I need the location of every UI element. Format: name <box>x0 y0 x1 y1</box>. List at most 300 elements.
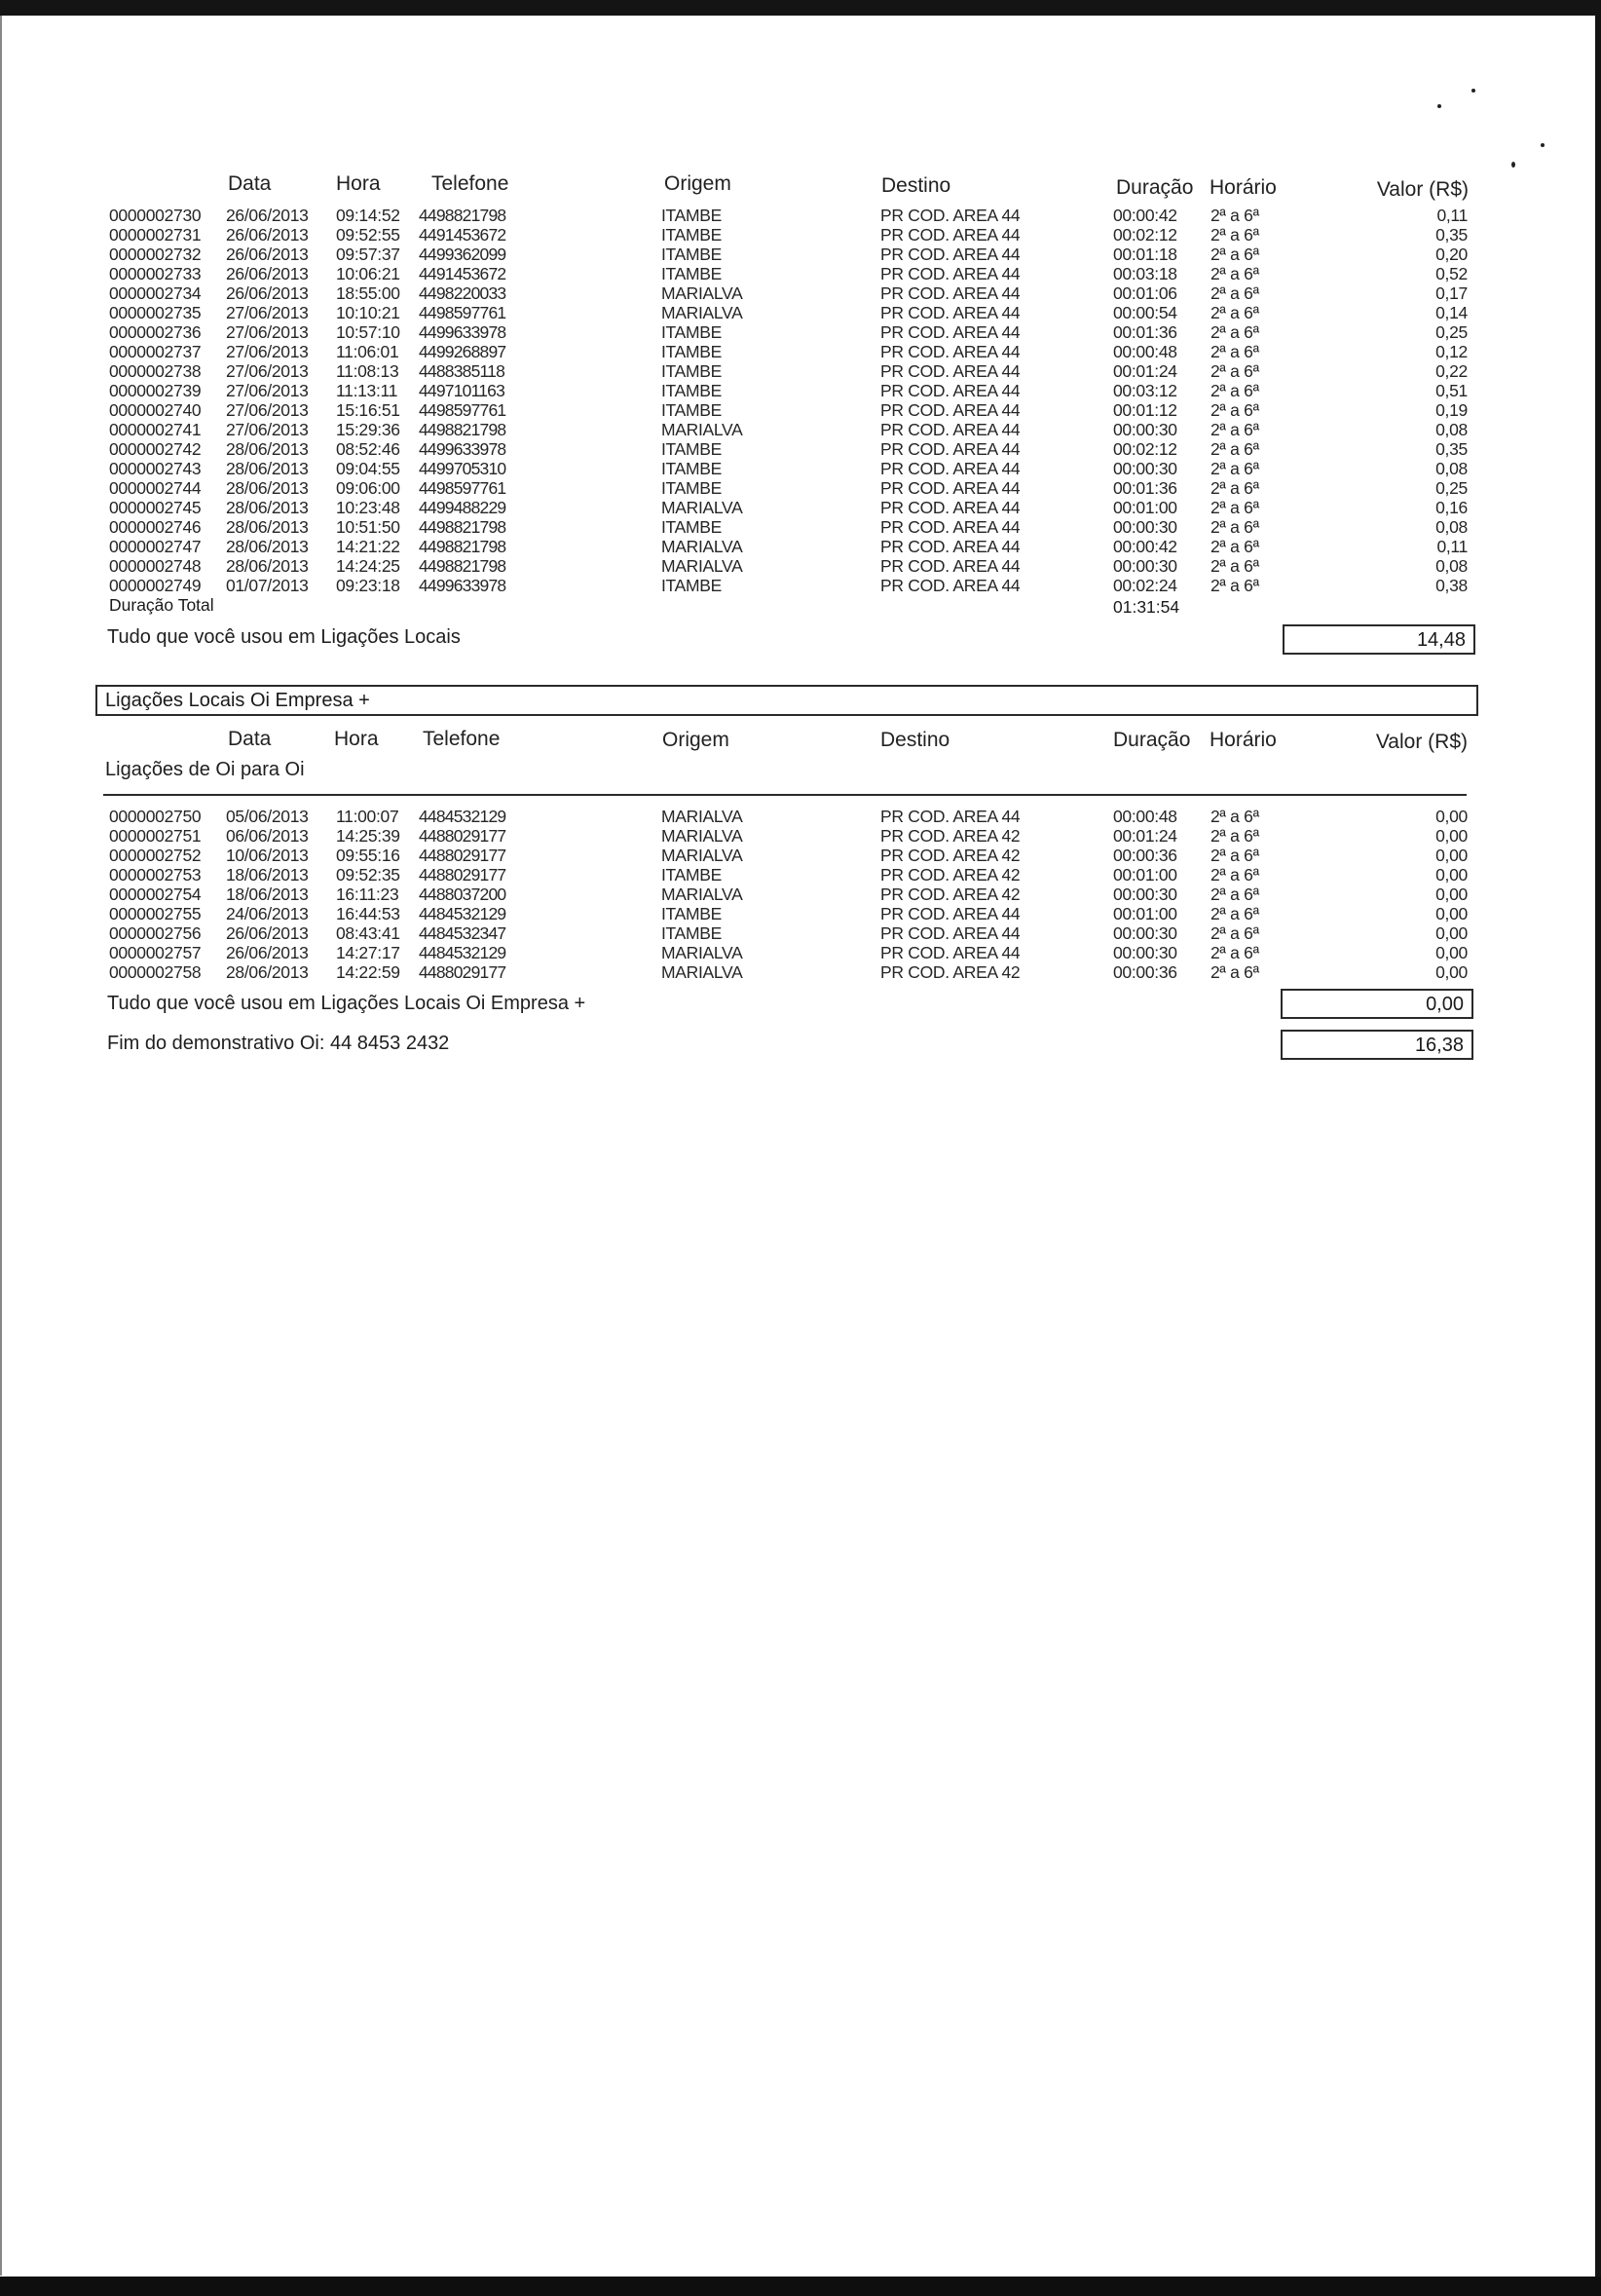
call-value: 0,14 <box>1435 303 1468 322</box>
call-phone: 4499362099 <box>419 245 506 264</box>
call-id: 0000002749 <box>109 576 202 595</box>
call-time: 09:23:18 <box>336 576 400 595</box>
call-id: 0000002730 <box>109 206 202 225</box>
call-date: 28/06/2013 <box>226 517 309 537</box>
call-value: 0,38 <box>1435 576 1468 595</box>
call-phone: 4484532347 <box>419 923 506 943</box>
call-period: 2ª a 6ª <box>1210 865 1259 885</box>
call-period: 2ª a 6ª <box>1210 943 1259 962</box>
call-destination: PR COD. AREA 42 <box>880 962 1021 982</box>
call-origin: MARIALVA <box>661 420 743 439</box>
call-period: 2ª a 6ª <box>1210 264 1259 283</box>
call-destination: PR COD. AREA 44 <box>880 225 1021 245</box>
call-id: 0000002757 <box>109 943 202 962</box>
call-origin: ITAMBE <box>661 264 723 283</box>
call-id: 0000002751 <box>109 826 202 846</box>
call-date: 05/06/2013 <box>226 807 309 826</box>
call-phone: 4488029177 <box>419 865 506 885</box>
call-time: 09:14:52 <box>336 206 400 225</box>
call-period: 2ª a 6ª <box>1210 439 1259 459</box>
call-destination: PR COD. AREA 44 <box>880 400 1021 420</box>
call-time: 15:29:36 <box>336 420 400 439</box>
table-row <box>0 381 1601 400</box>
call-origin: ITAMBE <box>661 342 723 361</box>
col-header-telefone: Telefone <box>431 172 509 195</box>
call-destination: PR COD. AREA 42 <box>880 885 1021 904</box>
oi-empresa-summary-label: Tudo que você usou em Ligações Locais Oi Empresa + <box>107 993 586 1014</box>
table-row <box>0 576 1601 595</box>
call-origin: MARIALVA <box>661 826 743 846</box>
call-origin: ITAMBE <box>661 322 723 342</box>
table-row <box>0 943 1601 962</box>
call-time: 09:06:00 <box>336 478 400 498</box>
call-id: 0000002742 <box>109 439 202 459</box>
call-period: 2ª a 6ª <box>1210 400 1259 420</box>
call-id: 0000002748 <box>109 556 202 576</box>
call-value: 0,08 <box>1435 556 1468 576</box>
call-duration: 00:01:12 <box>1113 400 1177 420</box>
call-destination: PR COD. AREA 44 <box>880 537 1021 556</box>
call-duration: 00:00:42 <box>1113 537 1177 556</box>
call-time: 09:57:37 <box>336 245 400 264</box>
call-period: 2ª a 6ª <box>1210 498 1259 517</box>
local-calls-summary-value: 14,48 <box>1283 624 1475 655</box>
call-date: 18/06/2013 <box>226 865 309 885</box>
call-destination: PR COD. AREA 42 <box>880 826 1021 846</box>
table-row <box>0 923 1601 943</box>
call-value: 0,35 <box>1435 225 1468 245</box>
call-destination: PR COD. AREA 44 <box>880 517 1021 537</box>
call-origin: MARIALVA <box>661 943 743 962</box>
call-time: 09:52:55 <box>336 225 400 245</box>
call-id: 0000002734 <box>109 283 202 303</box>
call-duration: 00:01:06 <box>1113 283 1177 303</box>
call-time: 16:44:53 <box>336 904 400 923</box>
call-destination: PR COD. AREA 44 <box>880 283 1021 303</box>
call-phone: 4488037200 <box>419 885 506 904</box>
col-header-data: Data <box>228 728 272 750</box>
call-phone: 4499633978 <box>419 576 506 595</box>
call-duration: 00:00:30 <box>1113 556 1177 576</box>
call-date: 27/06/2013 <box>226 381 309 400</box>
call-duration: 00:01:00 <box>1113 904 1177 923</box>
call-id: 0000002744 <box>109 478 202 498</box>
call-value: 0,00 <box>1435 923 1468 943</box>
scan-border-bottom <box>0 2277 1601 2296</box>
call-destination: PR COD. AREA 44 <box>880 904 1021 923</box>
call-date: 26/06/2013 <box>226 206 309 225</box>
call-date: 27/06/2013 <box>226 342 309 361</box>
call-value: 0,08 <box>1435 420 1468 439</box>
call-value: 0,35 <box>1435 439 1468 459</box>
call-value: 0,00 <box>1435 865 1468 885</box>
call-duration: 00:00:30 <box>1113 517 1177 537</box>
call-id: 0000002756 <box>109 923 202 943</box>
col-header-telefone: Telefone <box>423 728 501 750</box>
call-value: 0,51 <box>1435 381 1468 400</box>
table-row <box>0 459 1601 478</box>
table-row <box>0 264 1601 283</box>
call-phone: 4488029177 <box>419 846 506 865</box>
call-duration: 00:00:48 <box>1113 342 1177 361</box>
call-period: 2ª a 6ª <box>1210 245 1259 264</box>
call-duration: 00:00:30 <box>1113 943 1177 962</box>
call-date: 26/06/2013 <box>226 245 309 264</box>
call-value: 0,00 <box>1435 943 1468 962</box>
call-phone: 4498821798 <box>419 206 506 225</box>
call-origin: ITAMBE <box>661 225 723 245</box>
call-phone: 4498821798 <box>419 420 506 439</box>
call-date: 28/06/2013 <box>226 556 309 576</box>
call-origin: ITAMBE <box>661 576 723 595</box>
call-duration: 00:00:30 <box>1113 885 1177 904</box>
call-date: 28/06/2013 <box>226 459 309 478</box>
col-header-duracao: Duração <box>1113 729 1191 751</box>
duration-total-label: Duração Total <box>109 595 214 615</box>
call-id: 0000002743 <box>109 459 202 478</box>
call-destination: PR COD. AREA 44 <box>880 303 1021 322</box>
call-duration: 00:03:12 <box>1113 381 1177 400</box>
call-period: 2ª a 6ª <box>1210 225 1259 245</box>
call-id: 0000002736 <box>109 322 202 342</box>
call-time: 14:24:25 <box>336 556 400 576</box>
table-row <box>0 904 1601 923</box>
table-row <box>0 962 1601 982</box>
col-header-destino: Destino <box>881 174 951 197</box>
call-origin: ITAMBE <box>661 459 723 478</box>
call-id: 0000002737 <box>109 342 202 361</box>
call-value: 0,25 <box>1435 322 1468 342</box>
table-row <box>0 826 1601 846</box>
table-row <box>0 865 1601 885</box>
call-destination: PR COD. AREA 42 <box>880 865 1021 885</box>
call-period: 2ª a 6ª <box>1210 556 1259 576</box>
call-origin: ITAMBE <box>661 517 723 537</box>
call-destination: PR COD. AREA 44 <box>880 245 1021 264</box>
call-time: 08:52:46 <box>336 439 400 459</box>
subsection-title-oi-para-oi: Ligações de Oi para Oi <box>105 759 305 780</box>
col-header-origem: Origem <box>662 729 729 751</box>
call-period: 2ª a 6ª <box>1210 923 1259 943</box>
call-origin: ITAMBE <box>661 478 723 498</box>
call-time: 18:55:00 <box>336 283 400 303</box>
call-duration: 00:00:54 <box>1113 303 1177 322</box>
call-time: 10:10:21 <box>336 303 400 322</box>
table-row <box>0 225 1601 245</box>
table-row <box>0 322 1601 342</box>
table-row <box>0 361 1601 381</box>
call-id: 0000002754 <box>109 885 202 904</box>
table-row <box>0 478 1601 498</box>
call-value: 0,19 <box>1435 400 1468 420</box>
call-duration: 00:01:00 <box>1113 498 1177 517</box>
table-row <box>0 498 1601 517</box>
call-origin: ITAMBE <box>661 865 723 885</box>
call-origin: MARIALVA <box>661 303 743 322</box>
call-date: 28/06/2013 <box>226 962 309 982</box>
call-date: 26/06/2013 <box>226 283 309 303</box>
call-value: 0,08 <box>1435 517 1468 537</box>
call-time: 14:22:59 <box>336 962 400 982</box>
statement-total-value: 16,38 <box>1281 1030 1473 1060</box>
call-time: 08:43:41 <box>336 923 400 943</box>
call-id: 0000002732 <box>109 245 202 264</box>
call-duration: 00:01:36 <box>1113 478 1177 498</box>
call-duration: 00:02:12 <box>1113 439 1177 459</box>
call-origin: ITAMBE <box>661 245 723 264</box>
call-duration: 00:01:36 <box>1113 322 1177 342</box>
call-period: 2ª a 6ª <box>1210 206 1259 225</box>
call-id: 0000002755 <box>109 904 202 923</box>
scan-speck <box>1471 89 1475 93</box>
scan-speck <box>1541 143 1545 147</box>
call-id: 0000002741 <box>109 420 202 439</box>
call-origin: MARIALVA <box>661 807 743 826</box>
call-id: 0000002745 <box>109 498 202 517</box>
call-duration: 00:01:00 <box>1113 865 1177 885</box>
call-phone: 4488029177 <box>419 962 506 982</box>
call-phone: 4498821798 <box>419 556 506 576</box>
call-time: 11:08:13 <box>336 361 399 381</box>
call-duration: 00:00:42 <box>1113 206 1177 225</box>
call-value: 0,11 <box>1436 206 1468 225</box>
table-row <box>0 303 1601 322</box>
table-row <box>0 517 1601 537</box>
call-phone: 4484532129 <box>419 904 506 923</box>
col-header-data: Data <box>228 172 272 195</box>
table-row <box>0 420 1601 439</box>
call-origin: ITAMBE <box>661 361 723 381</box>
call-destination: PR COD. AREA 42 <box>880 846 1021 865</box>
col-header-horario: Horário <box>1210 729 1277 751</box>
col-header-destino: Destino <box>880 729 950 751</box>
call-duration: 00:02:24 <box>1113 576 1177 595</box>
table-row <box>0 537 1601 556</box>
col-header-hora: Hora <box>336 172 381 195</box>
call-duration: 00:00:36 <box>1113 846 1177 865</box>
call-value: 0,00 <box>1435 962 1468 982</box>
call-phone: 4498597761 <box>419 478 506 498</box>
call-period: 2ª a 6ª <box>1210 361 1259 381</box>
call-time: 10:06:21 <box>336 264 400 283</box>
call-destination: PR COD. AREA 44 <box>880 807 1021 826</box>
call-phone: 4488029177 <box>419 826 506 846</box>
call-value: 0,25 <box>1435 478 1468 498</box>
call-duration: 00:01:24 <box>1113 361 1177 381</box>
call-duration: 00:00:30 <box>1113 923 1177 943</box>
scan-border-top <box>0 0 1601 16</box>
call-period: 2ª a 6ª <box>1210 576 1259 595</box>
table-row <box>0 245 1601 264</box>
call-date: 26/06/2013 <box>226 923 309 943</box>
local-calls-summary-label: Tudo que você usou em Ligações Locais <box>107 626 461 648</box>
call-date: 27/06/2013 <box>226 361 309 381</box>
call-id: 0000002746 <box>109 517 202 537</box>
call-duration: 00:00:36 <box>1113 962 1177 982</box>
call-id: 0000002750 <box>109 807 202 826</box>
call-value: 0,12 <box>1435 342 1468 361</box>
call-time: 14:27:17 <box>336 943 400 962</box>
call-time: 10:57:10 <box>336 322 400 342</box>
call-date: 26/06/2013 <box>226 943 309 962</box>
call-phone: 4499633978 <box>419 439 506 459</box>
scan-speck <box>1437 104 1441 108</box>
call-destination: PR COD. AREA 44 <box>880 478 1021 498</box>
call-date: 28/06/2013 <box>226 439 309 459</box>
call-origin: MARIALVA <box>661 962 743 982</box>
call-id: 0000002733 <box>109 264 202 283</box>
call-date: 10/06/2013 <box>226 846 309 865</box>
table-row <box>0 400 1601 420</box>
call-origin: MARIALVA <box>661 537 743 556</box>
call-destination: PR COD. AREA 44 <box>880 342 1021 361</box>
call-phone: 4498597761 <box>419 400 506 420</box>
call-destination: PR COD. AREA 44 <box>880 498 1021 517</box>
call-destination: PR COD. AREA 44 <box>880 459 1021 478</box>
call-period: 2ª a 6ª <box>1210 517 1259 537</box>
table-row <box>0 206 1601 225</box>
call-id: 0000002731 <box>109 225 202 245</box>
call-phone: 4498821798 <box>419 537 506 556</box>
call-phone: 4498220033 <box>419 283 506 303</box>
call-duration: 00:03:18 <box>1113 264 1177 283</box>
call-phone: 4491453672 <box>419 264 506 283</box>
call-value: 0,00 <box>1435 885 1468 904</box>
call-destination: PR COD. AREA 44 <box>880 420 1021 439</box>
call-destination: PR COD. AREA 44 <box>880 322 1021 342</box>
call-origin: ITAMBE <box>661 904 723 923</box>
call-destination: PR COD. AREA 44 <box>880 381 1021 400</box>
call-period: 2ª a 6ª <box>1210 322 1259 342</box>
call-time: 15:16:51 <box>336 400 400 420</box>
scan-speck <box>1511 162 1515 168</box>
call-destination: PR COD. AREA 44 <box>880 556 1021 576</box>
call-value: 0,00 <box>1435 904 1468 923</box>
call-id: 0000002739 <box>109 381 202 400</box>
call-time: 11:06:01 <box>336 342 399 361</box>
call-value: 0,16 <box>1435 498 1468 517</box>
table-row <box>0 556 1601 576</box>
call-duration: 00:01:18 <box>1113 245 1177 264</box>
call-date: 01/07/2013 <box>226 576 309 595</box>
call-destination: PR COD. AREA 44 <box>880 943 1021 962</box>
call-period: 2ª a 6ª <box>1210 846 1259 865</box>
call-duration: 00:00:30 <box>1113 459 1177 478</box>
call-id: 0000002753 <box>109 865 202 885</box>
call-id: 0000002735 <box>109 303 202 322</box>
table-row <box>0 807 1601 826</box>
call-duration: 00:00:48 <box>1113 807 1177 826</box>
call-destination: PR COD. AREA 44 <box>880 264 1021 283</box>
call-period: 2ª a 6ª <box>1210 459 1259 478</box>
call-phone: 4499488229 <box>419 498 506 517</box>
call-phone: 4499268897 <box>419 342 506 361</box>
call-phone: 4484532129 <box>419 943 506 962</box>
call-origin: ITAMBE <box>661 206 723 225</box>
call-period: 2ª a 6ª <box>1210 885 1259 904</box>
call-duration: 00:02:12 <box>1113 225 1177 245</box>
call-time: 14:25:39 <box>336 826 400 846</box>
call-date: 28/06/2013 <box>226 537 309 556</box>
call-time: 10:51:50 <box>336 517 400 537</box>
call-origin: ITAMBE <box>661 381 723 400</box>
call-origin: MARIALVA <box>661 885 743 904</box>
table-row <box>0 283 1601 303</box>
call-id: 0000002740 <box>109 400 202 420</box>
call-phone: 4491453672 <box>419 225 506 245</box>
call-destination: PR COD. AREA 44 <box>880 439 1021 459</box>
call-time: 16:11:23 <box>336 885 399 904</box>
call-destination: PR COD. AREA 44 <box>880 576 1021 595</box>
call-date: 18/06/2013 <box>226 885 309 904</box>
col-header-valor: Valor (R$) <box>1375 731 1468 753</box>
section-title-oi-empresa: Ligações Locais Oi Empresa + <box>95 685 1478 716</box>
call-phone: 4499633978 <box>419 322 506 342</box>
call-destination: PR COD. AREA 44 <box>880 361 1021 381</box>
call-time: 10:23:48 <box>336 498 400 517</box>
call-time: 11:13:11 <box>336 381 398 400</box>
call-period: 2ª a 6ª <box>1210 420 1259 439</box>
call-date: 26/06/2013 <box>226 225 309 245</box>
call-value: 0,00 <box>1435 846 1468 865</box>
call-origin: ITAMBE <box>661 400 723 420</box>
call-period: 2ª a 6ª <box>1210 962 1259 982</box>
call-duration: 00:00:30 <box>1113 420 1177 439</box>
call-time: 11:00:07 <box>336 807 399 826</box>
call-origin: MARIALVA <box>661 556 743 576</box>
col-header-origem: Origem <box>664 172 731 195</box>
call-origin: MARIALVA <box>661 283 743 303</box>
call-date: 27/06/2013 <box>226 420 309 439</box>
call-id: 0000002747 <box>109 537 202 556</box>
call-id: 0000002738 <box>109 361 202 381</box>
call-phone: 4498821798 <box>419 517 506 537</box>
call-value: 0,52 <box>1435 264 1468 283</box>
call-origin: ITAMBE <box>661 923 723 943</box>
call-time: 09:04:55 <box>336 459 400 478</box>
table-row <box>0 885 1601 904</box>
call-date: 27/06/2013 <box>226 303 309 322</box>
table-row <box>0 439 1601 459</box>
subsection-divider <box>103 794 1467 796</box>
call-value: 0,08 <box>1435 459 1468 478</box>
call-origin: MARIALVA <box>661 498 743 517</box>
call-value: 0,11 <box>1436 537 1468 556</box>
call-value: 0,17 <box>1435 283 1468 303</box>
call-value: 0,00 <box>1435 807 1468 826</box>
call-origin: ITAMBE <box>661 439 723 459</box>
call-date: 27/06/2013 <box>226 322 309 342</box>
call-period: 2ª a 6ª <box>1210 381 1259 400</box>
call-time: 09:55:16 <box>336 846 400 865</box>
call-phone: 4488385118 <box>419 361 505 381</box>
call-period: 2ª a 6ª <box>1210 537 1259 556</box>
call-date: 28/06/2013 <box>226 478 309 498</box>
call-date: 27/06/2013 <box>226 400 309 420</box>
call-time: 14:21:22 <box>336 537 400 556</box>
call-period: 2ª a 6ª <box>1210 303 1259 322</box>
col-header-valor: Valor (R$) <box>1376 178 1469 201</box>
duration-total-value: 01:31:54 <box>1113 597 1180 617</box>
table-row <box>0 342 1601 361</box>
call-duration: 00:01:24 <box>1113 826 1177 846</box>
oi-empresa-summary-value: 0,00 <box>1281 989 1473 1019</box>
call-phone: 4484532129 <box>419 807 506 826</box>
call-value: 0,22 <box>1435 361 1468 381</box>
call-value: 0,20 <box>1435 245 1468 264</box>
call-time: 09:52:35 <box>336 865 400 885</box>
call-id: 0000002752 <box>109 846 202 865</box>
